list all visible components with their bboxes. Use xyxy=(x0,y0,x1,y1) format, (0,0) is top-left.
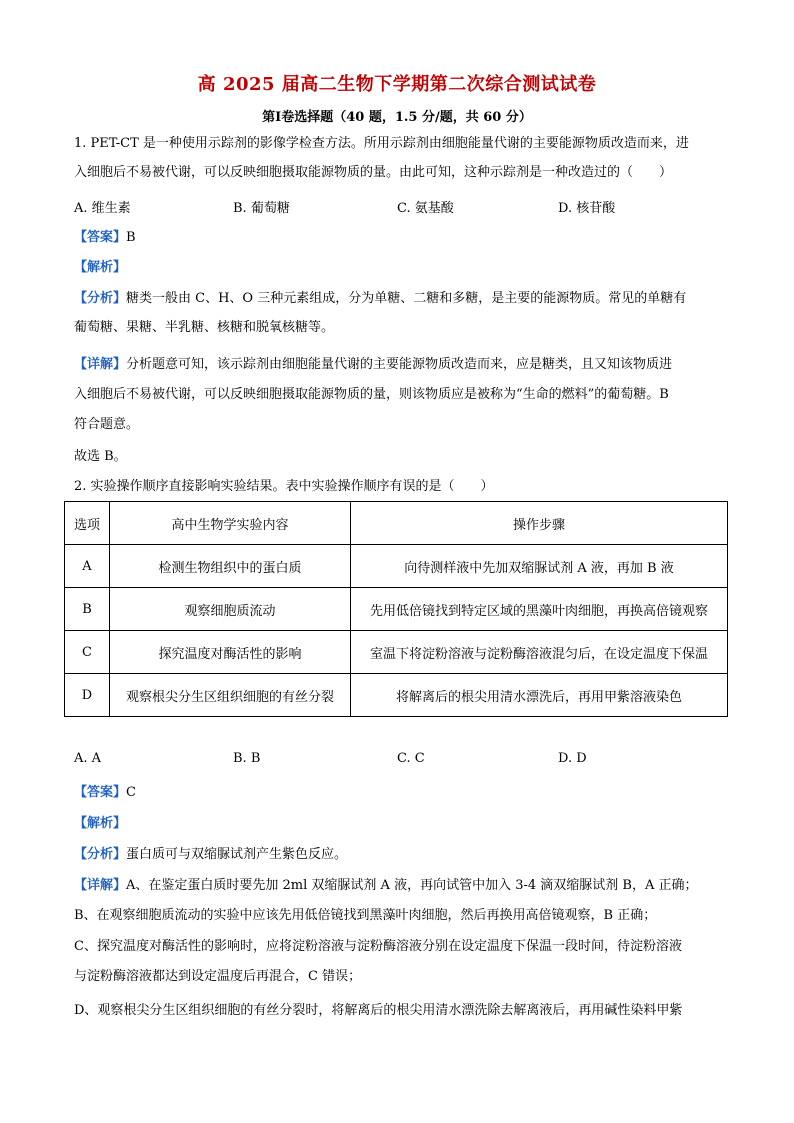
fenxi-tag: 【分析】 xyxy=(74,847,127,862)
table-cell: 观察细胞质流动 xyxy=(110,588,351,631)
table-header-cell: 选项 xyxy=(65,502,110,545)
q1-option-a: A. 维生素 xyxy=(74,201,131,216)
q2-answer xyxy=(74,783,734,803)
q2-option-b: B. B xyxy=(233,751,261,766)
answer-value: B xyxy=(126,230,136,245)
q2-option-d: D. D xyxy=(558,751,587,766)
table-row xyxy=(65,674,728,717)
table-cell: 检测生物组织中的蛋白质 xyxy=(110,545,351,588)
table-cell: C xyxy=(65,631,110,674)
xiangjie-tag: 【详解】 xyxy=(74,878,127,893)
table-row xyxy=(65,631,728,674)
q2-xiangjie-line-5: D、观察根尖分生区组织细胞的有丝分裂时，将解离后的根尖用清水漂洗除去解离液后，再用碱性染料甲紫 xyxy=(74,1003,683,1018)
q2-stem: 2. 实验操作顺序直接影响实验结果。表中实验操作顺序有误的是（ ） xyxy=(74,479,494,494)
q1-xiangjie-line-2: 入细胞后不易被代谢，可以反映细胞摄取能源物质的量，则该物质应是被称为“生命的燃料”的葡萄糖。B xyxy=(74,387,669,402)
q2-xiangjie-line-3: C、探究温度对酶活性的影响时，应将淀粉溶液与淀粉酶溶液分别在设定温度下保温一段时间，待淀粉溶液 xyxy=(74,939,682,954)
q1-xiangjie-line-1 xyxy=(74,355,734,375)
table-header-row xyxy=(65,502,728,545)
q2-xiangjie-line-4: 与淀粉酶溶液都达到设定温度后再混合，C 错误； xyxy=(74,969,362,984)
table-cell: B xyxy=(65,588,110,631)
table-cell: 将解离后的根尖用清水漂洗后，再用甲紫溶液染色 xyxy=(351,674,728,717)
answer-tag: 【答案】 xyxy=(74,785,127,800)
table-row xyxy=(65,545,728,588)
q1-option-b: B. 葡萄糖 xyxy=(233,201,290,216)
table-cell: 观察根尖分生区组织细胞的有丝分裂 xyxy=(110,674,351,717)
q2-option-a: A. A xyxy=(74,751,102,766)
q2-analysis-heading xyxy=(74,814,734,834)
table-cell: 向待测样液中先加双缩脲试剂 A 液，再加 B 液 xyxy=(351,545,728,588)
table-cell: 探究温度对酶活性的影响 xyxy=(110,631,351,674)
table-header-cell: 高中生物学实验内容 xyxy=(110,502,351,545)
analysis-tag: 【解析】 xyxy=(74,260,127,275)
q2-option-c: C. C xyxy=(397,751,425,766)
table-header-cell: 操作步骤 xyxy=(351,502,728,545)
q1-xiangjie-line-3: 符合题意。 xyxy=(74,417,140,432)
analysis-tag: 【解析】 xyxy=(74,816,127,831)
fenxi-text: 糖类一般由 C、H、O 三种元素组成，分为单糖、二糖和多糖，是主要的能源物质。常见的单糖有 xyxy=(126,291,687,306)
q2-xiangjie-line-1 xyxy=(74,876,734,896)
q1-stem-line-2: 入细胞后不易被代谢，可以反映细胞摄取能源物质的量。由此可知，这种示踪剂是一种改造过的（ ） xyxy=(74,165,673,180)
xiangjie-tag: 【详解】 xyxy=(74,357,127,372)
section-heading: 第Ⅰ卷选择题（40 题，1.5 分/题，共 60 分） xyxy=(262,110,532,125)
document-title: 高 2025 届高二生物下学期第二次综合测试试卷 xyxy=(197,74,597,95)
fenxi-tag: 【分析】 xyxy=(74,291,127,306)
q1-stem-line-1: 1. PET-CT 是一种使用示踪剂的影像学检查方法。所用示踪剂由细胞能量代谢的主要能源物质改造而来，进 xyxy=(74,136,689,151)
table-cell: 室温下将淀粉溶液与淀粉酶溶液混匀后，在设定温度下保温 xyxy=(351,631,728,674)
answer-value: C xyxy=(126,785,136,800)
table-cell: 先用低倍镜找到特定区域的黑藻叶肉细胞，再换高倍镜观察 xyxy=(351,588,728,631)
table-cell: D xyxy=(65,674,110,717)
table-cell: A xyxy=(65,545,110,588)
xiangjie-text: 分析题意可知，该示踪剂由细胞能量代谢的主要能源物质改造而来，应是糖类，且又知该物质进 xyxy=(126,357,673,372)
q1-answer xyxy=(74,228,734,248)
q2-table xyxy=(64,501,728,717)
fenxi-text: 蛋白质可与双缩脲试剂产生紫色反应。 xyxy=(126,847,348,862)
q1-option-c: C. 氨基酸 xyxy=(397,201,454,216)
q1-analysis-heading xyxy=(74,258,734,278)
table-row xyxy=(65,588,728,631)
q1-fenxi-line-1 xyxy=(74,289,734,309)
q1-conclusion: 故选 B。 xyxy=(74,449,127,464)
xiangjie-text: A、在鉴定蛋白质时要先加 2ml 双缩脲试剂 A 液，再向试管中加入 3-4 滴双缩脲试剂 B，A 正确； xyxy=(126,878,698,893)
q2-xiangjie-line-2: B、在观察细胞质流动的实验中应该先用低倍镜找到黑藻叶肉细胞，然后再换用高倍镜观察，B 正确； xyxy=(74,908,657,923)
q1-fenxi-line-2: 葡萄糖、果糖、半乳糖、核糖和脱氧核糖等。 xyxy=(74,320,335,335)
answer-tag: 【答案】 xyxy=(74,230,127,245)
q2-fenxi xyxy=(74,845,734,865)
q1-option-d: D. 核苷酸 xyxy=(558,201,616,216)
